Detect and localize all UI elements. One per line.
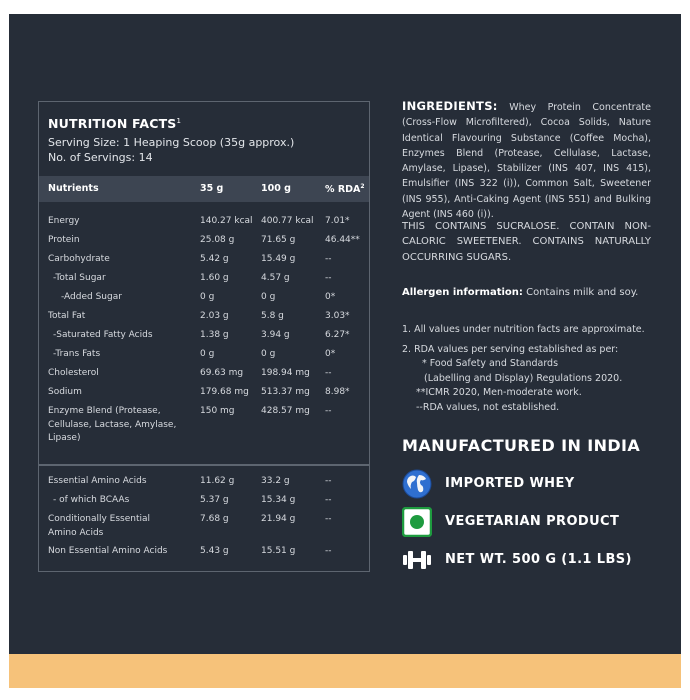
allergen-info [402, 287, 651, 298]
vegetarian-mark-icon [402, 507, 432, 537]
footnote: * Food Safety and Standards [422, 358, 559, 369]
footnote: (Labelling and Display) Regulations 2020. [424, 373, 623, 384]
header-100g: 100 g [261, 183, 291, 194]
dumbbell-icon [402, 545, 432, 575]
table-header [39, 176, 369, 202]
manufactured-heading: MANUFACTURED IN INDIA [402, 436, 641, 455]
ingredients-block [402, 99, 651, 222]
nutrition-title: NUTRITION FACTS$^1$ [48, 116, 182, 131]
accent-band [9, 654, 681, 688]
footnote: 2. RDA values per serving established as per: [402, 344, 619, 355]
feature-net-weight [402, 545, 662, 577]
sucralose-notice: THIS CONTAINS SUCRALOSE. CONTAIN NON-CALORIC SWEETENER. CONTAINS NATURALLY OCCURRING SUGARS. [402, 221, 651, 263]
header-rda: % RDA$^2$ [325, 183, 365, 196]
ingredients-text: Whey Protein Concentrate (Cross-Flow Microfiltered), Cocoa Solids, Nature Identical Flavouring Substance (Coffee Mocha), Enzymes Blend (Protease, Cellulase, Lactase, Amylase, Lipase), Stabilizer (INS 407, INS 415), Emulsifier (INS 322 (i)), Common Salt, Sweetener (INS 955), Anti-Caking Agent (INS 551) and Bulking Agent (INS 460 (i)). [402, 102, 651, 221]
ingredients-label: INGREDIENTS: [402, 99, 498, 113]
globe-icon [402, 469, 432, 499]
footnote: --RDA values, not established. [416, 402, 560, 413]
footnote: 1. All values under nutrition facts are approximate. [402, 324, 645, 335]
servings-count: No. of Servings: 14 [48, 151, 153, 164]
feature-label: NET WT. 500 G (1.1 LBS) [445, 552, 632, 567]
table-divider [39, 464, 369, 466]
serving-size: Serving Size: 1 Heaping Scoop (35g approx.) [48, 136, 295, 149]
feature-imported-whey [402, 469, 662, 501]
allergen-text: Contains milk and soy. [526, 287, 639, 298]
footnote: **ICMR 2020, Men-moderate work. [416, 387, 582, 398]
feature-label: IMPORTED WHEY [445, 476, 575, 491]
header-nutrients: Nutrients [48, 183, 99, 194]
feature-label: VEGETARIAN PRODUCT [445, 514, 620, 529]
nutrition-facts-table: NUTRITION FACTS$^1$ Serving Size: 1 Heaping Scoop (35g approx.) No. of Servings: 14 Nutrients 35 g 100 g % RDA$^2$ Energy 140.27 kcal 400.77 kcal 7.01* Protein 25.08 g 71.65 g 46.44** Carbohydrate 5.42 g 15.49 g -- -Total Sugar 1.60 g 4.57 g -- -Added Sugar 0 g 0 g 0* Total Fat 2.03 g 5.8 g 3.03* -Saturated Fatty Acids 1.38 g 3.94 g 6.27* -Trans Fats 0 g 0 g 0* Cholesterol 69.63 mg 198.94 mg -- Sodium 179.68 mg 513.37 mg 8.98* Enzyme Blend (Protease, Cellulase, Lactase, Amylase, Lipase) 150 mg 428.57 mg -- Essential Amino Acids 11.62 g 33.2 g -- - of which BCAAs 5.37 g 15.34 g -- Conditionally Essential Amino Acids 7.68 g 21.94 g -- Non Essential Amino Acids 5.43 g 15.51 g -- [38, 101, 370, 572]
header-35g: 35 g [200, 183, 224, 194]
feature-vegetarian [402, 507, 662, 539]
allergen-label: Allergen information: [402, 287, 523, 298]
